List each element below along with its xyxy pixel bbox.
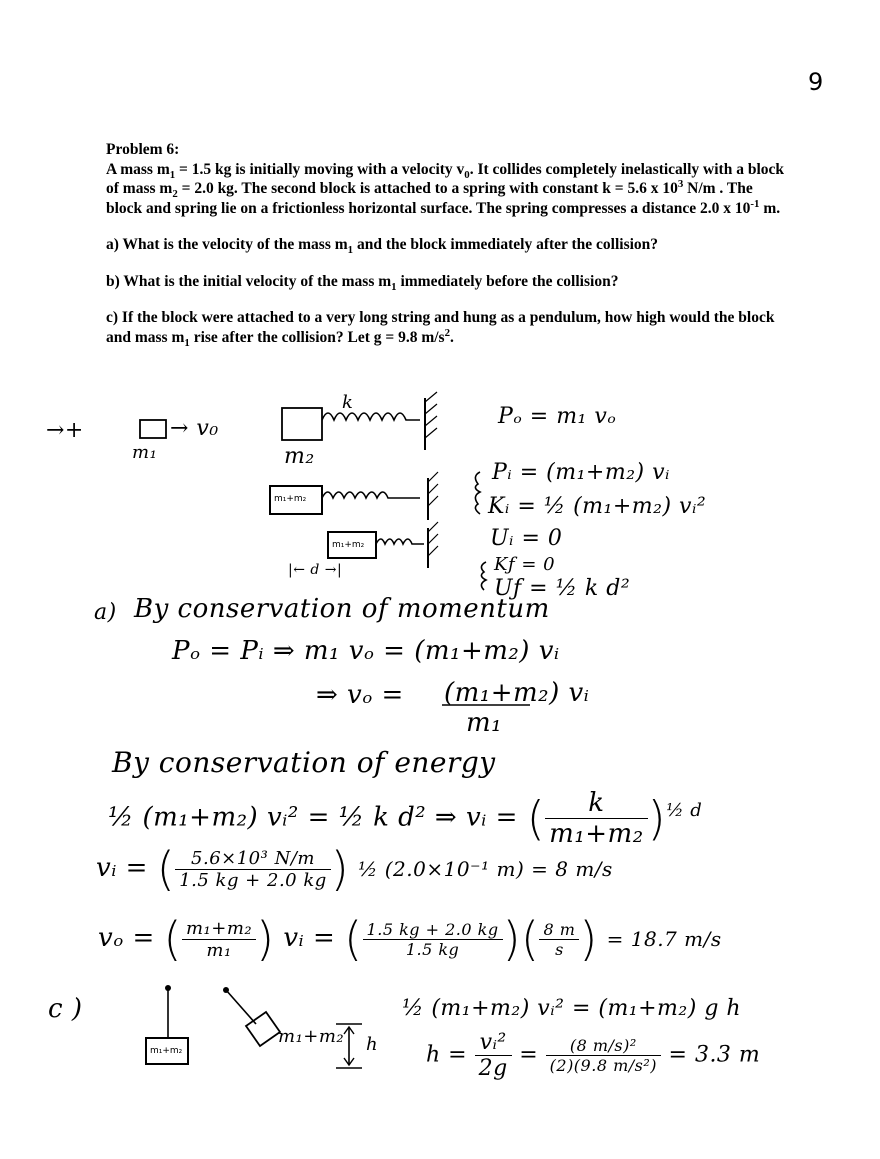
k-label: k — [342, 392, 354, 413]
pivot-1 — [165, 985, 171, 991]
vi-lhs: vᵢ = — [96, 853, 148, 883]
uf-equation: Uƒ = ½ k d² — [494, 576, 631, 601]
vi-equation — [96, 842, 613, 896]
c-num1: vᵢ² — [475, 1030, 512, 1056]
m1-label: m₁ — [132, 442, 158, 463]
vi-den: 1.5 kg + 2.0 kg — [179, 869, 327, 891]
pendulum-label-1: m₁+m₂ — [150, 1046, 183, 1056]
spring-3 — [376, 539, 424, 544]
block-m1 — [140, 420, 166, 438]
d-label: |← d →| — [288, 562, 343, 578]
c-eq2-lhs: h = — [426, 1042, 468, 1068]
ki-equation: Kᵢ = ½ (m₁+m₂) vᵢ² — [488, 494, 707, 519]
c-frac2 — [546, 1036, 661, 1075]
v0-equation — [98, 912, 722, 966]
energy-tail: ½ d — [666, 799, 703, 821]
block-label-1: m₁+m₂ — [274, 494, 307, 504]
pi-equation: Pᵢ = (m₁+m₂) vᵢ — [492, 460, 670, 485]
h-label: h — [366, 1034, 379, 1055]
wall-hatch-3 — [428, 522, 438, 556]
energy-den: m₁+m₂ — [549, 819, 644, 849]
v0-lhs: vₒ = — [98, 923, 155, 953]
question-b: b) What is the initial velocity of the mass $m_1$ immediately before the collision? — [106, 272, 619, 293]
c-equation-1: ½ (m₁+m₂) vᵢ² = (m₁+m₂) g h — [402, 996, 742, 1021]
energy-eq-text: ½ (m₁+m₂) vᵢ² = ½ k d² ⇒ vᵢ = — [108, 802, 518, 833]
spring-1 — [322, 413, 420, 420]
m2-label: m₂ — [284, 444, 315, 469]
v0-frac3-den: s — [555, 939, 564, 959]
pendulum-label-2: m₁+m₂ — [278, 1026, 345, 1047]
paren-close: ) — [330, 842, 350, 896]
paren-open: ( — [521, 912, 540, 966]
c-equals: = — [519, 1042, 539, 1068]
block-label-2: m₁+m₂ — [332, 540, 365, 550]
c-num2: (8 m/s)² — [546, 1036, 661, 1056]
problem-title: Problem 6: — [106, 141, 180, 158]
paren-close: ) — [502, 912, 522, 966]
part-a-label: a) — [94, 600, 117, 625]
v0-frac2-num: 1.5 kg + 2.0 kg — [363, 920, 503, 940]
p0-equation: Pₒ = m₁ vₒ — [498, 404, 617, 429]
brace-initial — [475, 472, 480, 514]
momentum-heading: By conservation of momentum — [134, 594, 550, 624]
v0-arrow: ⇒ vₒ = — [316, 680, 404, 710]
wall-hatch-1 — [425, 392, 437, 438]
paren-open: ( — [163, 912, 182, 966]
question-c: c) If the block were attached to a very long string and hung as a pendulum, how high would the block and mass $m_1$ rise after the collision? Let g = 9.8 $m/s^2$. — [106, 309, 775, 349]
v0-frac1-den: m₁ — [206, 939, 232, 961]
page-number: 9 — [808, 68, 824, 96]
energy-heading: By conservation of energy — [112, 746, 496, 779]
paren-open: ( — [526, 791, 546, 846]
pendulum-block-2 — [246, 1012, 280, 1046]
c-equation-2 — [426, 1030, 760, 1081]
v0-frac2-den: 1.5 kg — [405, 939, 460, 959]
v0-frac1 — [182, 918, 256, 961]
direction-label: →+ — [46, 418, 84, 443]
ui-equation: Uᵢ = 0 — [490, 526, 563, 551]
paren-open: ( — [156, 842, 176, 896]
v0-frac1-num: m₁+m₂ — [182, 918, 256, 940]
v0-numerator: (m₁+m₂) vᵢ — [444, 678, 590, 708]
brace-final — [481, 562, 486, 590]
part-c-label: c ) — [48, 994, 83, 1024]
vi-num: 5.6×10³ N/m — [175, 848, 331, 870]
c-den1: 2g — [478, 1056, 508, 1081]
v0-frac2 — [363, 920, 503, 959]
vi-frac — [175, 848, 331, 891]
kf-equation: Kƒ = 0 — [494, 554, 556, 575]
v0-label: → v₀ — [170, 416, 219, 441]
v0-mid: vᵢ = — [283, 923, 336, 953]
paren-close: ) — [647, 791, 667, 846]
c-den2: (2)(9.8 m/s²) — [549, 1056, 658, 1075]
problem-statement: A mass $m_1 = 1.5$ kg is initially moving with a velocity $v_0$. It collides completely inelastically with a block of mass $m_2 = 2.0$ kg. The second block is attached to a spring with constant k = 5.6 x $10^3$ N/m . The block and spring lie on a frictionless horizontal surface. The spring compresses a distance 2.0 x $10^{-1}$ m. — [106, 160, 785, 217]
c-result: = 3.3 m — [668, 1042, 761, 1068]
paren-close: ) — [579, 912, 598, 966]
energy-frac — [545, 788, 647, 849]
v0-frac3-num: 8 m — [539, 920, 579, 940]
spring-2 — [322, 492, 420, 498]
energy-equation — [108, 788, 702, 849]
v0-result: = 18.7 m/s — [606, 927, 722, 951]
paren-open: ( — [344, 912, 363, 966]
energy-num: k — [545, 788, 647, 819]
v0-denominator: m₁ — [466, 708, 503, 738]
wall-hatch-2 — [428, 472, 438, 506]
c-frac1 — [475, 1030, 512, 1081]
block-m2 — [282, 408, 322, 440]
string-2 — [226, 990, 256, 1024]
v0-frac3 — [539, 920, 579, 959]
momentum-equation: Pₒ = Pᵢ ⇒ m₁ vₒ = (m₁+m₂) vᵢ — [172, 636, 560, 666]
paren-close: ) — [256, 912, 275, 966]
vi-tail: ½ (2.0×10⁻¹ m) = 8 m/s — [358, 857, 613, 881]
question-a: a) What is the velocity of the mass $m_1$ and the block immediately after the collision? — [106, 236, 659, 257]
